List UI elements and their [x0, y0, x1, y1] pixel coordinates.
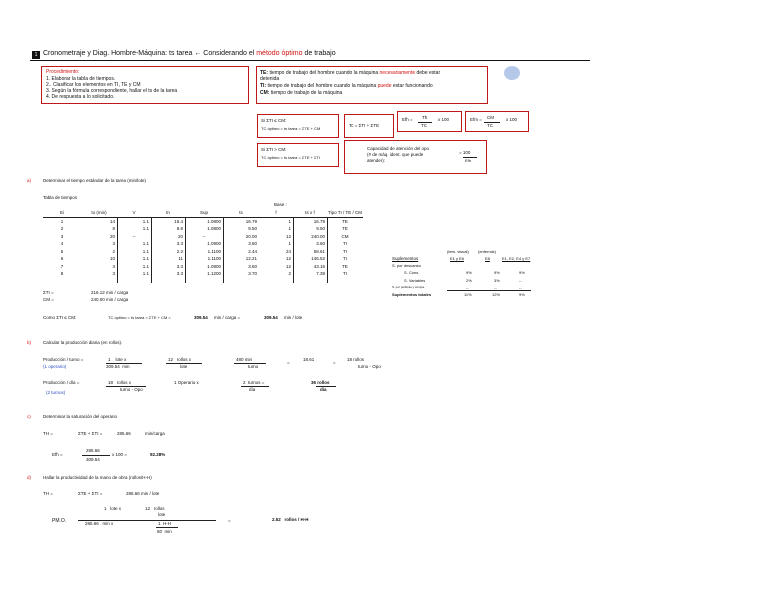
table-cell: 12.21	[245, 256, 257, 261]
section-letter-d: d)	[27, 475, 32, 480]
procedure-step: 2.. Clasificar los elementos en TI, TE y CM	[46, 82, 141, 88]
table-cell: 1	[288, 218, 291, 224]
efh-result: 92.28%	[150, 452, 166, 457]
table-cell: 6	[60, 256, 64, 261]
formula-numerator: CM	[487, 115, 494, 120]
supp-total-label: Suplementos totales	[392, 292, 432, 297]
th-unit: min/carga	[145, 431, 165, 436]
production-equals: =	[333, 360, 336, 365]
formula-box-efm	[465, 111, 529, 132]
production-fraction-den: 309.54 min	[106, 364, 130, 369]
table-cell: 1	[288, 226, 291, 231]
production-equals: =	[287, 360, 290, 365]
capacity-denominator: Efh	[465, 158, 472, 163]
table-cell: 1.1	[142, 241, 149, 246]
table-cell: TE	[342, 263, 348, 269]
th-label: TH =	[43, 491, 53, 496]
table-cell: TI	[343, 241, 347, 246]
column-header: Ei	[59, 210, 64, 215]
supp-cell: --	[519, 285, 522, 290]
table-cell: 1.1	[142, 263, 149, 269]
production-result: 18.61	[303, 357, 315, 362]
table-cell: 4	[60, 241, 64, 246]
table-cell: 1.1	[142, 218, 149, 224]
production-day-sub: (2 turnos)	[46, 390, 66, 395]
table-cell: 1.0900	[207, 241, 221, 246]
productivity-num: 1 lote x	[104, 506, 122, 511]
table-cell: 1.1	[142, 256, 149, 261]
section-letter-b: b)	[27, 340, 32, 345]
procedure-box	[41, 66, 249, 104]
table-cell: 1	[60, 218, 64, 224]
table-cell: 2.2	[176, 248, 183, 254]
table-cell: 1.1100	[207, 248, 221, 254]
production-result-rollos: 18 rollos	[347, 357, 365, 362]
production-fraction-num: 2 turnos =	[243, 380, 265, 385]
formula-numerator: Th	[422, 115, 428, 120]
table-cell: 1.0800	[207, 226, 221, 231]
production-fraction-num: 12 rollos x	[168, 357, 192, 362]
supp-column: E8	[485, 256, 490, 261]
supp-row-label: S. por descanso	[392, 263, 421, 268]
productivity-den: 60 min	[157, 529, 172, 534]
table-cell: 3.60	[248, 263, 257, 269]
productivity-num: 12 rollos	[145, 506, 165, 511]
section-b-text: Calcular la producción diaria (en rollos).	[43, 340, 123, 345]
table-cell: 9.50	[248, 226, 257, 231]
procedure-title: Procedimiento:	[46, 69, 80, 75]
result-a-value: 309.54	[194, 315, 208, 320]
formula-box-ti-le-cm	[257, 114, 339, 138]
table-cell: 7	[60, 263, 64, 269]
table-row	[43, 225, 363, 233]
th-value: 285.66	[117, 431, 131, 436]
table-grid-line	[327, 217, 328, 283]
efh-multiplier: x 100 =	[112, 452, 127, 457]
table-cell: 1.1	[142, 271, 149, 276]
ti-definition: TI: tiempo de trabajo del hombre cuando la máquina puede estar funcionando	[260, 83, 433, 89]
section-c-text: Determinar la saturación del operario	[43, 414, 118, 419]
capacity-box	[344, 140, 487, 174]
table-cell: 1.1	[142, 226, 149, 231]
section-number-badge: 1	[32, 51, 40, 59]
supp-row-label: S. Cons.	[404, 270, 420, 275]
table-cell: 240.00	[311, 233, 325, 239]
table-cell: 2	[112, 248, 115, 254]
production-fraction-den: día	[249, 387, 256, 392]
page-title: Cronometraje y Diag. Hombre-Máquina: ts tarea ← Considerando el método óptimo de trabajo	[43, 50, 336, 57]
productivity-equals: =	[228, 518, 231, 523]
result-a-unit: min / carga =	[214, 315, 241, 320]
table-cell: 16.79	[313, 218, 325, 224]
table-cell: 12	[285, 256, 291, 261]
supp-cell: 9%	[466, 270, 472, 275]
supp-total: 9%	[519, 292, 525, 297]
productivity-label: PM.O.	[52, 518, 67, 524]
supp-total: 12%	[492, 292, 501, 297]
production-day-result: 36 rollos	[311, 380, 330, 385]
table-cell: 24	[285, 248, 291, 254]
table-cell: 8.8	[176, 226, 183, 231]
formula-lhs: Efm =	[470, 117, 482, 122]
sum-cm-value: 240.00 min / carga	[91, 297, 129, 302]
table-cell: 9.50	[316, 226, 325, 231]
formula-equation: Tc = ΣTI + ΣTE	[349, 123, 380, 128]
supp-title: Suplementos	[392, 256, 419, 261]
supp-cell: --	[494, 285, 497, 290]
result-a-condition: Como ΣTI ≤ CM:	[43, 315, 77, 320]
table-cell: 12	[285, 233, 291, 239]
table-grid-line	[117, 217, 118, 283]
column-header: Sup	[199, 210, 208, 215]
sum-ti-value: 216.12 min / carga	[91, 290, 129, 295]
capacity-text: (# de máq. ident. que puede	[367, 152, 424, 157]
table-cell: CM	[341, 233, 349, 239]
table-row	[43, 255, 363, 263]
table-cell: 20.00	[245, 233, 257, 239]
table-cell: 3.3	[176, 241, 183, 246]
table-cell: 10	[109, 256, 115, 261]
table-row	[43, 240, 363, 248]
supp-cell: 9%	[519, 270, 525, 275]
table-cell: 58.61	[313, 248, 325, 254]
capacity-numerator: = 100	[459, 150, 471, 155]
efh-label: Efh =	[52, 452, 63, 457]
supp-header-note: (enfermiz)	[478, 249, 497, 254]
table-row	[43, 233, 363, 241]
supp-cell: 9%	[494, 270, 500, 275]
production-fraction-num: 480 min	[236, 357, 253, 362]
formula-equation: TC óptimo = ts tarea = ΣTE + ΣTI	[261, 155, 321, 160]
table-cell: 1.1	[142, 248, 149, 254]
supp-column: E1 y E6	[450, 256, 465, 261]
production-fraction-num: 1 lote x	[108, 357, 127, 362]
table-cell: 12	[285, 263, 291, 269]
table-cell: 1	[288, 241, 291, 246]
table-cell: 3.3	[176, 263, 183, 269]
table-row	[43, 263, 363, 271]
supp-cell: 2%	[466, 278, 472, 283]
table-cell: 20	[177, 233, 183, 239]
formula-box-tc	[344, 114, 394, 138]
table-grid-line	[151, 217, 152, 283]
formula-box-efh	[397, 111, 462, 132]
section-letter-a: a)	[27, 178, 32, 183]
supp-cell: 3%	[494, 278, 500, 283]
result-a-final-unit: min / lote	[284, 315, 303, 320]
table-cell: 43.16	[313, 263, 325, 269]
production-result-unit: turno - Opo	[358, 364, 381, 369]
section-letter-c: c)	[27, 414, 31, 419]
sum-ti-label: ΣTI =	[43, 290, 54, 295]
table-cell: TI	[343, 248, 347, 254]
supp-cell: --	[466, 285, 469, 290]
table-cell: 3	[112, 241, 115, 246]
te-definition: TE: tiempo de trabajo del hombre cuando la máquina necesariamente debe estar	[260, 70, 441, 76]
sum-cm-label: CM =	[43, 297, 54, 302]
result-a-equation: TC óptimo = ts tarea = ΣTE + CM =	[108, 315, 171, 320]
table-cell: 14	[109, 218, 115, 224]
table-cell: 11	[178, 256, 183, 261]
table-cell: 2	[288, 271, 291, 276]
th-equation: ΣTE + ΣTI =	[78, 491, 103, 496]
table-cell: TI	[343, 256, 347, 261]
production-day-result-unit: día	[320, 387, 327, 392]
production-fraction-den: turno	[248, 364, 259, 369]
table-row	[43, 217, 363, 225]
supp-header-note: (tem. visual)	[447, 249, 469, 254]
production-fraction-num: 18 rollos x	[108, 380, 132, 385]
table-cell: 15.4	[174, 218, 183, 224]
supp-column: E1, E2, E4 y E7	[502, 256, 531, 261]
capacity-text: atender):	[367, 158, 386, 163]
production-fraction-den: turno - Opo	[120, 387, 143, 392]
column-header: ts	[239, 210, 243, 215]
table-cell: 3	[60, 233, 64, 239]
fraction-bar	[156, 527, 178, 528]
table-cell: 20	[109, 233, 115, 239]
table-cell: 3	[112, 271, 115, 276]
productivity-den: 285.66 min x	[85, 521, 114, 526]
table-grid-line	[293, 217, 294, 283]
table-cell: 8	[60, 271, 64, 276]
table-cell: 1.0900	[207, 263, 221, 269]
capacity-text: Capacidad de atención del opo	[367, 146, 430, 151]
productivity-num-unit: lote	[158, 512, 166, 517]
table-cell: 3.70	[248, 271, 257, 276]
production-day-label: Producción / día =	[43, 380, 80, 385]
table-cell: --	[202, 233, 206, 239]
formula-lhs: Efh =	[402, 117, 413, 122]
table-cell: 3.60	[316, 241, 325, 246]
section-a-text: Determinar el tiempo estándar de la tarea (min/lote)	[43, 178, 147, 183]
formula-multiplier: x 100	[438, 117, 450, 122]
supp-total-line	[447, 290, 531, 291]
production-turn-label: Producción / turno =	[43, 357, 84, 362]
table-title: Tabla de tiempos	[43, 195, 78, 200]
table-row	[43, 270, 363, 278]
supp-cell: --	[519, 278, 522, 283]
table-cell: 1.0800	[207, 218, 221, 224]
column-header: Tipo TI / TE / CM	[328, 210, 362, 215]
column-header: ts x f	[305, 210, 315, 215]
procedure-step: 1. Elaborar la tabla de tiempos.	[46, 76, 116, 82]
productivity-den: 1 H-H	[158, 521, 172, 526]
table-cell: 5	[60, 248, 64, 254]
production-operator: 1 Operario x	[174, 380, 199, 385]
table-cell: 3.3	[176, 271, 183, 276]
supp-row-label: S. Variables	[404, 278, 426, 283]
th-label: TH =	[43, 431, 53, 436]
formula-condition: Si ΣTI > CM:	[261, 147, 287, 152]
table-cell: 2.44	[248, 248, 257, 254]
productivity-result: 2.52 rollos / H-H	[272, 517, 309, 522]
formula-multiplier: x 100	[506, 117, 518, 122]
time-table	[43, 209, 363, 278]
table-cell: 7.39	[316, 271, 325, 276]
table-cell: 3	[112, 263, 115, 269]
definitions-box	[256, 66, 488, 104]
result-a-final: 309.54	[264, 315, 278, 320]
te-definition-cont: detenida	[260, 76, 280, 82]
table-cell: 1.1200	[207, 271, 221, 276]
production-fraction-den: lote	[180, 364, 188, 369]
table-cell: TE	[342, 218, 348, 224]
column-header: tn	[166, 210, 170, 215]
cm-definition: CM: tiempo de trabajo de la máquina	[260, 90, 343, 96]
column-header: V	[132, 210, 136, 215]
formula-denominator: TC	[421, 123, 427, 128]
formula-equation: TC óptimo = ts tarea = ΣTE + CM	[261, 126, 321, 131]
supp-total: 11%	[464, 292, 472, 297]
column-header: f	[275, 210, 277, 215]
table-header-row	[43, 209, 363, 217]
efh-numerator: 285.66	[86, 448, 100, 453]
formula-denominator: TC	[487, 123, 493, 128]
table-cell: TE	[342, 226, 348, 231]
procedure-step: 4. De respuesta a lo solicitado.	[46, 94, 115, 100]
formula-condition: Si ΣTI ≤ CM:	[261, 118, 287, 123]
th-value: 285.66 min / lote	[126, 491, 160, 496]
procedure-step: 3. Según la fórmula correspondiente, hallar el ts de la tarea	[46, 88, 178, 94]
th-equation: ΣTE + ΣTI =	[78, 431, 103, 436]
table-row	[43, 248, 363, 256]
supp-row-label: S. por políticas y compa.	[392, 285, 425, 289]
section-d-text: Hallar la productividad de la mano de obra (rollos/H-H)	[43, 475, 152, 480]
oval-shape	[504, 66, 520, 80]
column-header: to (min)	[91, 210, 107, 215]
table-grid-line	[185, 217, 186, 283]
base-label: Base :	[274, 202, 287, 207]
production-turn-sub: (1 operario)	[43, 364, 67, 369]
table-cell: TI	[343, 271, 347, 276]
efh-denominator: 309.54	[86, 457, 100, 462]
formula-box-ti-gt-cm	[257, 143, 339, 167]
table-cell: 146.52	[311, 256, 325, 261]
table-cell: 3.60	[248, 241, 257, 246]
table-cell: 1.1100	[207, 256, 221, 261]
table-cell: 2	[60, 226, 64, 231]
title-underline	[30, 60, 590, 61]
table-cell: 16.79	[245, 218, 257, 224]
table-cell: --	[132, 233, 136, 239]
table-cell: 8	[112, 226, 115, 231]
fraction-bar	[82, 455, 110, 456]
table-grid-line	[223, 217, 224, 283]
